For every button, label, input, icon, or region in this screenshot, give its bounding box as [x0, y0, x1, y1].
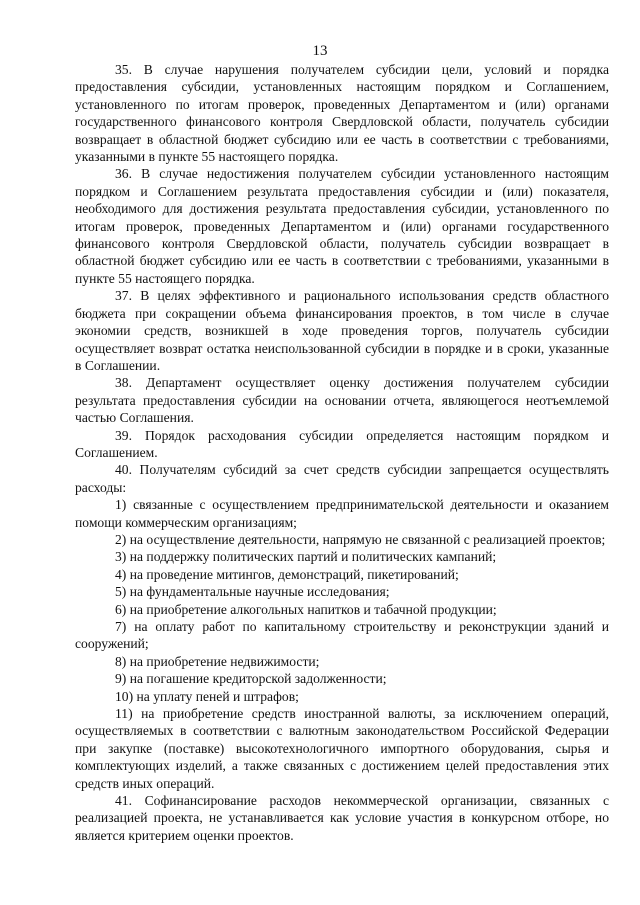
- list-item-3: 3) на поддержку политических партий и политических кампаний;: [115, 549, 497, 565]
- paragraph-36: 36. В случае недостижения получателем субсидии установленного настоящим порядком и Соглашением результата предоставления субсидии и (или) показателя, необходимого для достижения результата предоставления субсидии, установленного по итогам проверок, проведенных Департаментом и (или) органами государственного финансового контроля Свердловской области, получатель субсидии возвращает в областной бюджет субсидию или ее часть в соответствии с требованиями, указанными в пункте 55 настоящего порядка.: [75, 166, 609, 286]
- list-item-11: 11) на приобретение средств иностранной валюты, за исключением операций, осуществляемых в соответствии с валютным законодательством Российской Федерации при закупке (поставке) высокотехнологичного импортного оборудования, сырья и комплектующих изделий, а также связанных с достижением целей предоставления этих средств иных операций.: [75, 706, 609, 791]
- list-item-8: 8) на приобретение недвижимости;: [115, 653, 320, 669]
- paragraph-39: 39. Порядок расходования субсидии определяется настоящим порядком и Соглашением.: [75, 427, 609, 460]
- list-item-5: 5) на фундаментальные научные исследования;: [115, 584, 390, 600]
- list-item-2: 2) на осуществление деятельности, напрямую не связанной с реализацией проектов;: [115, 531, 606, 547]
- paragraph-37: 37. В целях эффективного и рационального использования средств областного бюджета при сокращении объема финансирования проектов, в том числе в случае экономии средств, возникшей в ходе проведения торгов, получатель субсидии осуществляет возврат остатка неиспользованной субсидии в порядке и в сроки, указанные в Соглашении.: [75, 288, 609, 373]
- paragraph-40: 40. Получателям субсидий за счет средств субсидии запрещается осуществлять расходы:: [75, 462, 609, 495]
- list-item-7: 7) на оплату работ по капитальному строительству и реконструкции зданий и сооружений;: [75, 619, 609, 652]
- list-item-10: 10) на уплату пеней и штрафов;: [115, 688, 299, 704]
- paragraph-41: 41. Софинансирование расходов некоммерческой организации, связанных с реализацией проекта, не устанавливается как условие участия в конкурсном отборе, но является критерием оценки проектов.: [75, 793, 609, 843]
- paragraph-38: 38. Департамент осуществляет оценку достижения получателем субсидии результата предоставления субсидии на основании отчета, являющегося неотъемлемой частью Соглашения.: [75, 375, 609, 426]
- list-item-1: 1) связанные с осуществлением предпринимательской деятельности и оказанием помощи коммерческим организациям;: [75, 497, 609, 530]
- page-number: 13: [312, 43, 328, 59]
- paragraph-35: 35. В случае нарушения получателем субсидии цели, условий и порядка предоставления субсидии, установленных настоящим порядком и Соглашением, установленного по итогам проверок, проведенных Департаментом и (или) органами государственного финансового контроля Свердловской области, получатель субсидии возвращает в областной бюджет субсидию или ее часть в соответствии с требованиями, указанными в пункте 55 настоящего порядка.: [75, 62, 609, 165]
- list-item-6: 6) на приобретение алкогольных напитков и табачной продукции;: [115, 601, 497, 617]
- document-body: [75, 61, 609, 844]
- list-item-4: 4) на проведение митингов, демонстраций, пикетирований;: [115, 566, 459, 582]
- list-item-9: 9) на погашение кредиторской задолженности;: [115, 671, 387, 687]
